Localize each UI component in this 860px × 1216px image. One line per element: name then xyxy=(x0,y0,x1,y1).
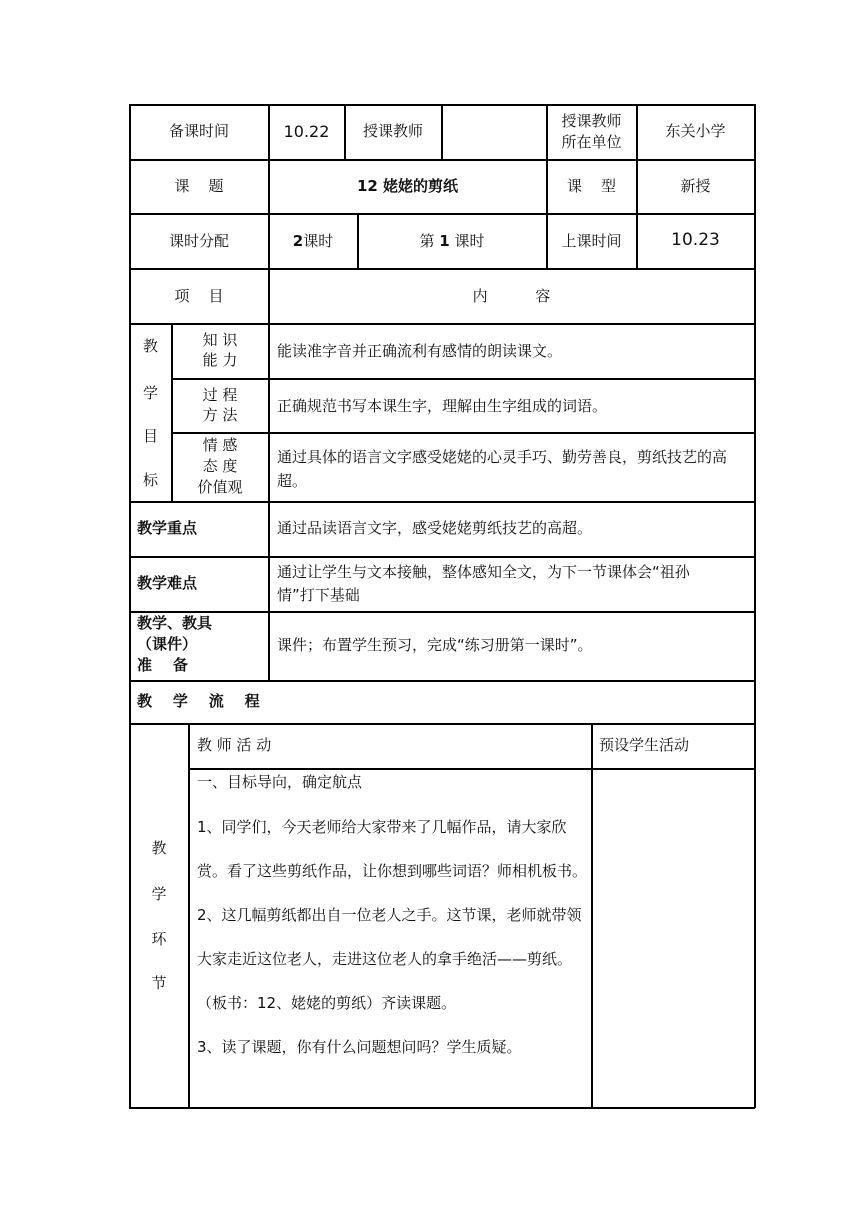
goal-label-line: 态 度 xyxy=(202,457,238,475)
teacher-activity-body xyxy=(197,767,587,1069)
goal-knowledge-label xyxy=(172,330,268,370)
tools-label-line1: 教学、教具 xyxy=(137,614,213,632)
hours-count-num: 2 xyxy=(292,232,304,250)
type-value: 新授 xyxy=(680,177,711,195)
rule xyxy=(129,723,755,725)
tools-label xyxy=(137,613,212,676)
class-time-value: 10.23 xyxy=(671,230,720,250)
goals-char: 教 xyxy=(142,337,158,355)
unit-label-line1: 授课教师 xyxy=(561,112,622,130)
goal-label-line: 知 识 xyxy=(202,331,238,349)
rule-left xyxy=(129,104,131,1108)
unit-label-line2: 所在单位 xyxy=(561,133,622,151)
hours-label: 课时分配 xyxy=(168,232,229,250)
hours-count-unit: 课时 xyxy=(303,232,334,250)
goal-emotion-label xyxy=(172,435,268,498)
rule-right xyxy=(754,104,756,1108)
goal-label-line: 方 法 xyxy=(202,406,238,424)
goal-label-line: 能 力 xyxy=(202,351,238,369)
prep-time-label: 备课时间 xyxy=(168,122,229,140)
rule xyxy=(171,378,755,380)
rule xyxy=(129,556,755,558)
class-time-label: 上课时间 xyxy=(561,232,622,250)
goal-process-text: 正确规范书写本课生字，理解由生字组成的词语。 xyxy=(277,397,608,415)
topic-title xyxy=(269,176,546,197)
tools-label-line2: （课件） xyxy=(137,635,198,653)
rule xyxy=(129,323,755,325)
rule xyxy=(129,213,755,215)
tools-label-line3: 准 备 xyxy=(137,656,188,674)
current-hour xyxy=(358,231,546,252)
goals-char: 学 xyxy=(142,384,158,402)
flow-char: 节 xyxy=(151,974,167,992)
rule-bottom xyxy=(129,1107,755,1109)
goal-label-line: 情 感 xyxy=(202,436,238,454)
flow-title: 教 学 流 程 xyxy=(137,692,260,710)
topic-label: 课 题 xyxy=(174,177,224,195)
teacher-label: 授课教师 xyxy=(362,122,423,140)
unit-value: 东关小学 xyxy=(665,122,726,140)
flow-paragraph: 3、读了课题，你有什么问题想问吗？学生质疑。 xyxy=(197,1038,522,1056)
key-point-label: 教学重点 xyxy=(137,519,198,537)
current-post: 课时 xyxy=(454,232,485,250)
student-activity-header: 预设学生活动 xyxy=(599,736,690,754)
item-header: 项 目 xyxy=(174,287,224,305)
flow-paragraph: 1、同学们，今天老师给大家带来了几幅作品，请大家欣赏。看了这些剪纸作品，让你想到哪些词语？师相机板书。 xyxy=(197,818,588,880)
rule xyxy=(129,680,755,682)
goal-emotion-text: 通过具体的语言文字感受姥姥的心灵手巧、勤劳善良，剪纸技艺的高超。 xyxy=(277,448,728,490)
flow-char: 学 xyxy=(151,885,167,903)
rule xyxy=(188,723,190,1108)
unit-label xyxy=(547,111,636,153)
current-num: 1 xyxy=(439,232,450,250)
flow-paragraph: 2、这几幅剪纸都出自一位老人之手。这节课，老师就带领大家走近这位老人，走进这位老人的拿手绝活——剪纸。（板书：12、姥姥的剪纸）齐读课题。 xyxy=(197,906,582,1012)
type-label: 课 型 xyxy=(566,177,617,195)
goals-char: 目 xyxy=(142,427,158,445)
topic-number: 12 xyxy=(356,177,378,195)
content-header: 内 容 xyxy=(472,287,551,305)
rule xyxy=(129,159,755,161)
goal-process-label xyxy=(172,385,268,425)
rule xyxy=(129,501,755,503)
rule xyxy=(441,104,443,159)
difficulty-text: 通过让学生与文本接触，整体感知全文，为下一节课体会“祖孙情”打下基础 xyxy=(277,563,690,604)
rule xyxy=(591,723,593,1108)
flow-paragraph: 一、目标导向，确定航点 xyxy=(197,773,363,791)
teacher-activity-header: 教 师 活 动 xyxy=(197,736,272,754)
goal-knowledge-text: 能读准字音并正确流利有感情的朗读课文。 xyxy=(277,342,563,360)
goal-label-line: 过 程 xyxy=(202,386,238,404)
key-point-text: 通过品读语言文字，感受姥姥剪纸技艺的高超。 xyxy=(277,519,593,537)
topic-value: 姥姥的剪纸 xyxy=(383,177,459,195)
rule xyxy=(171,432,755,434)
tools-text: 课件；布置学生预习，完成“练习册第一课时”。 xyxy=(277,636,593,654)
hours-count xyxy=(269,231,357,252)
current-pre: 第 xyxy=(419,232,435,250)
rule xyxy=(129,611,755,613)
flow-char: 教 xyxy=(151,839,167,857)
rule xyxy=(129,268,755,270)
goal-label-line: 价值观 xyxy=(197,478,243,496)
difficulty-label: 教学难点 xyxy=(137,574,198,592)
flow-char: 环 xyxy=(151,930,167,948)
prep-time-value: 10.22 xyxy=(283,122,330,141)
goals-char: 标 xyxy=(142,471,158,489)
